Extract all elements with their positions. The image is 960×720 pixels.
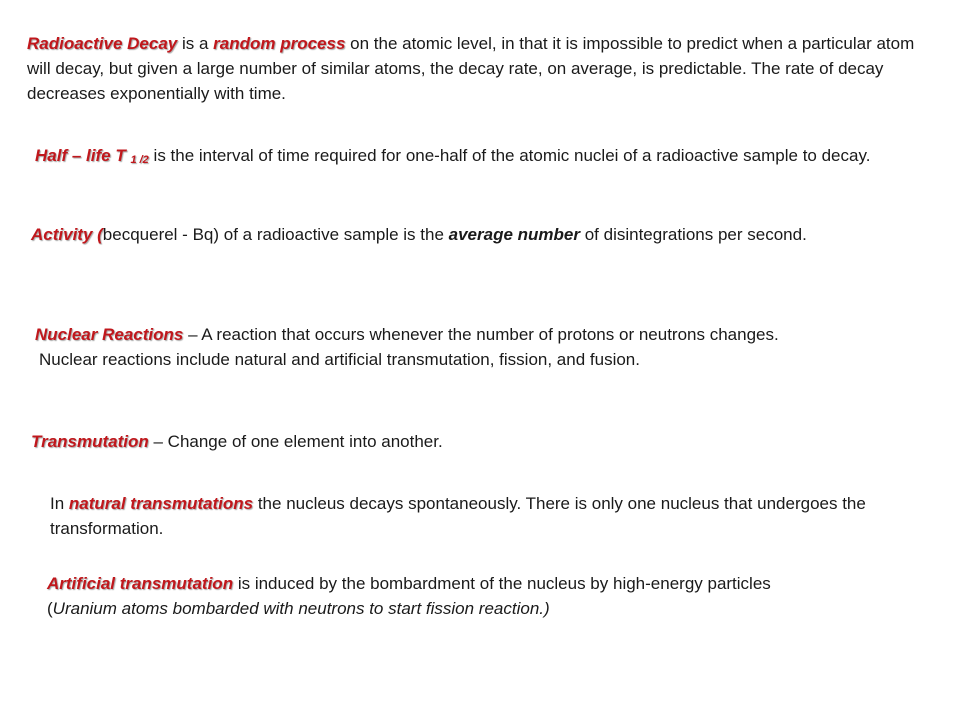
artificial-transmutation-term: Artificial transmutation <box>47 574 234 593</box>
transmutation-paragraph <box>31 429 831 454</box>
radioactive-decay-term: Radioactive Decay <box>27 34 178 53</box>
nuclear-reactions-line2: Nuclear reactions include natural and artificial transmutation, fission, and fusion. <box>39 350 640 369</box>
natural-transmutation-paragraph <box>50 491 945 541</box>
activity-paragraph <box>31 222 861 247</box>
half-life-symbol: T <box>115 146 126 165</box>
half-life-subscript: 1 /2 <box>130 154 149 166</box>
activity-text-2: of disintegrations per second. <box>579 225 807 244</box>
artificial-transmutation-text: is induced by the bombardment of the nucleus by high-energy particles <box>233 574 771 593</box>
average-number-emphasis: average number <box>448 225 580 244</box>
transmutation-text: – Change of one element into another. <box>148 432 443 451</box>
natural-transmutation-text: the nucleus decays spontaneously. There is only one nucleus that undergoes the transformation. <box>50 494 866 538</box>
nuclear-reactions-paragraph <box>35 322 935 372</box>
random-process-term: random process <box>213 34 346 53</box>
nuclear-reactions-line1: – A reaction that occurs whenever the number of protons or neutrons changes. <box>183 325 779 344</box>
activity-text-1: becquerel - Bq) of a radioactive sample is the <box>102 225 449 244</box>
transmutation-term: Transmutation <box>31 432 149 451</box>
decay-text-1: is a <box>177 34 214 53</box>
artificial-transmutation-paragraph <box>47 571 927 621</box>
natural-prefix: In <box>50 494 69 513</box>
activity-term: Activity ( <box>31 225 103 244</box>
half-life-label: Half – life <box>35 146 111 165</box>
artificial-paren-open: ( <box>47 599 53 618</box>
artificial-example-note: Uranium atoms bombarded with neutrons to start fission reaction.) <box>52 599 550 618</box>
decay-text-2: on the atomic level, in that it is impossible to predict when a particular atom will decay, but given a large number of similar atoms, the decay rate, on average, is predictable. The rate of decay decreases exponentially with time. <box>27 34 915 103</box>
natural-transmutations-term: natural transmutations <box>68 494 254 513</box>
half-life-term <box>35 146 149 165</box>
half-life-text: is the interval of time required for one-half of the atomic nuclei of a radioactive sample to decay. <box>148 146 871 165</box>
radioactive-decay-paragraph <box>27 31 927 106</box>
half-life-paragraph <box>35 143 875 171</box>
nuclear-reactions-term: Nuclear Reactions <box>35 325 184 344</box>
